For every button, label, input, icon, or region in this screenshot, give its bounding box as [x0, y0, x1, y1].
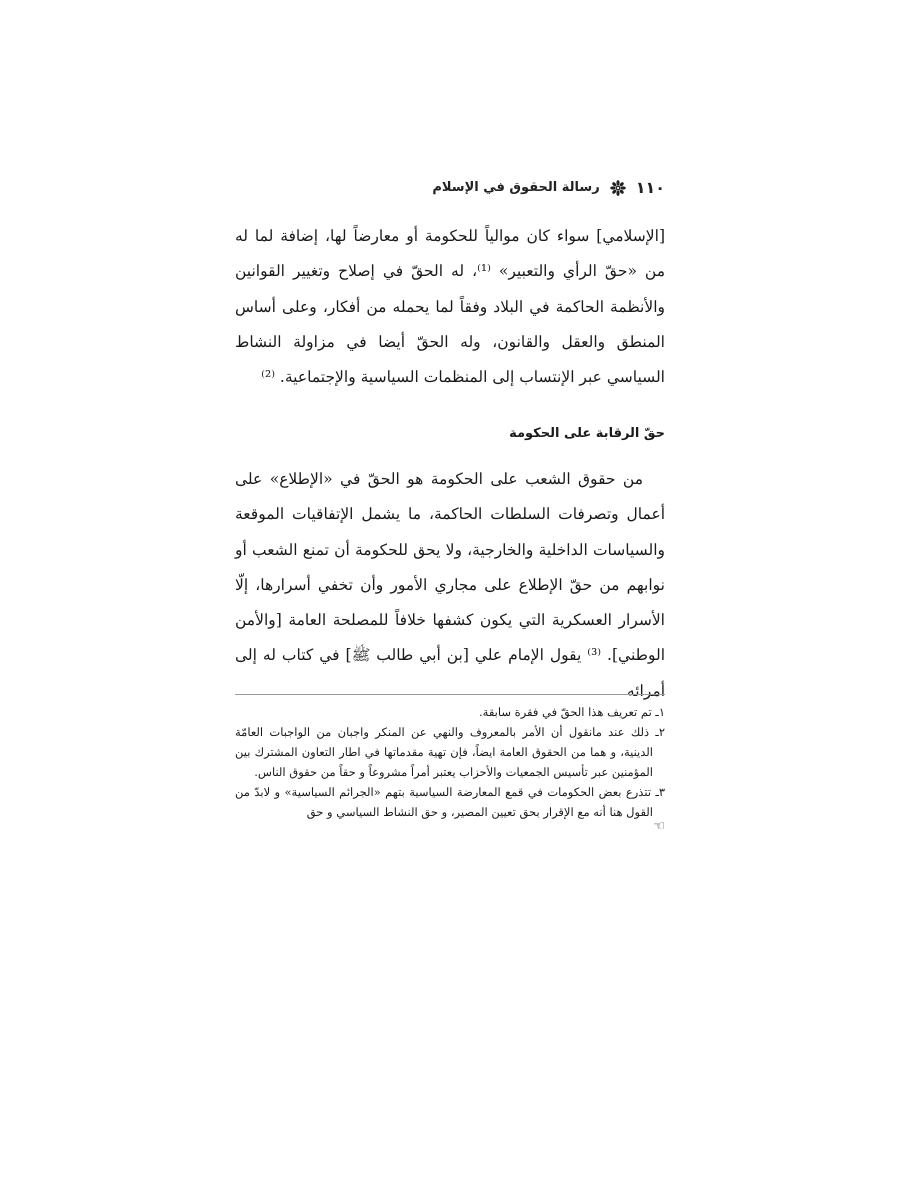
paragraph-2: من حقوق الشعب على الحكومة هو الحقّ في «الإطلاع» على أعمال وتصرفات السلطات الحاكمة، ما يشمل الإتفاقيات الموقعة والسياسات الداخلية والخارجية، ولا يحق للحكومة أن تمنع الشعب أو نوابهم من حقّ الإطلاع على مجاري الأمور وأن تخفي أسرارها، إلّا الأسرار العسكرية التي يكون كشفها خلافاً للمصلحة العامة [والأمن الوطني]. ⁽³⁾ يقول الإمام علي [بن أبي طالب ﷺ] في كتاب له إلى أمرائه [235, 470, 665, 700]
footnote-1: ١ـ تم تعريف هذا الحقّ في فقرة سابقة. [479, 705, 665, 719]
continuation-mark: ☜ [653, 819, 665, 834]
running-header [235, 178, 665, 197]
footnotes [235, 702, 665, 834]
paragraph-1-block [235, 219, 665, 395]
section-heading: حقّ الرقابة على الحكومة [509, 426, 665, 441]
footnote-3: ٣ـ تتذرع بعض الحكومات في قمع المعارضة السياسية بتهم «الجرائم السياسية» و لابدّ من القول هنا أنه مع الإقرار بحق تعيين المصير، و حق النشاط السياسي و حق [235, 785, 665, 819]
running-title: رسالة الحقوق في الإسلام [432, 180, 600, 195]
page-number: ١١٠ [635, 178, 665, 197]
paragraph-1: [الإسلامي] سواء كان موالياً للحكومة أو معارضاً لها، إضافة لما له من «حقّ الرأي والتعبير» ⁽¹⁾، له الحقّ في إصلاح وتغيير القوانين والأنظمة الحاكمة في البلاد وفقاً لما يحمله من أفكار، وعلى أساس المنطق والعقل والقانون، وله الحقّ أيضا في مزاولة النشاط السياسي عبر الإنتساب إلى المنظمات السياسية والإجتماعية. ⁽²⁾ [235, 227, 666, 387]
footnote-2: ٢ـ ذلك عند مانقول أن الأمر بالمعروف والنهي عن المنكر واجبان من الواجبات العامّة الدينية، و هما من الحقوق العامة ايضاً، فإن تهية مقدماتها في اطار التعاون المشترك بين المؤمنين عبر تأسيس الجمعيات والأحزاب يعتبر أمراً مشروعاً و حقاً من حقوق الناس. [235, 725, 665, 779]
footnote-divider [235, 694, 665, 695]
flower-icon [610, 180, 626, 196]
paragraph-2-block [235, 462, 665, 709]
